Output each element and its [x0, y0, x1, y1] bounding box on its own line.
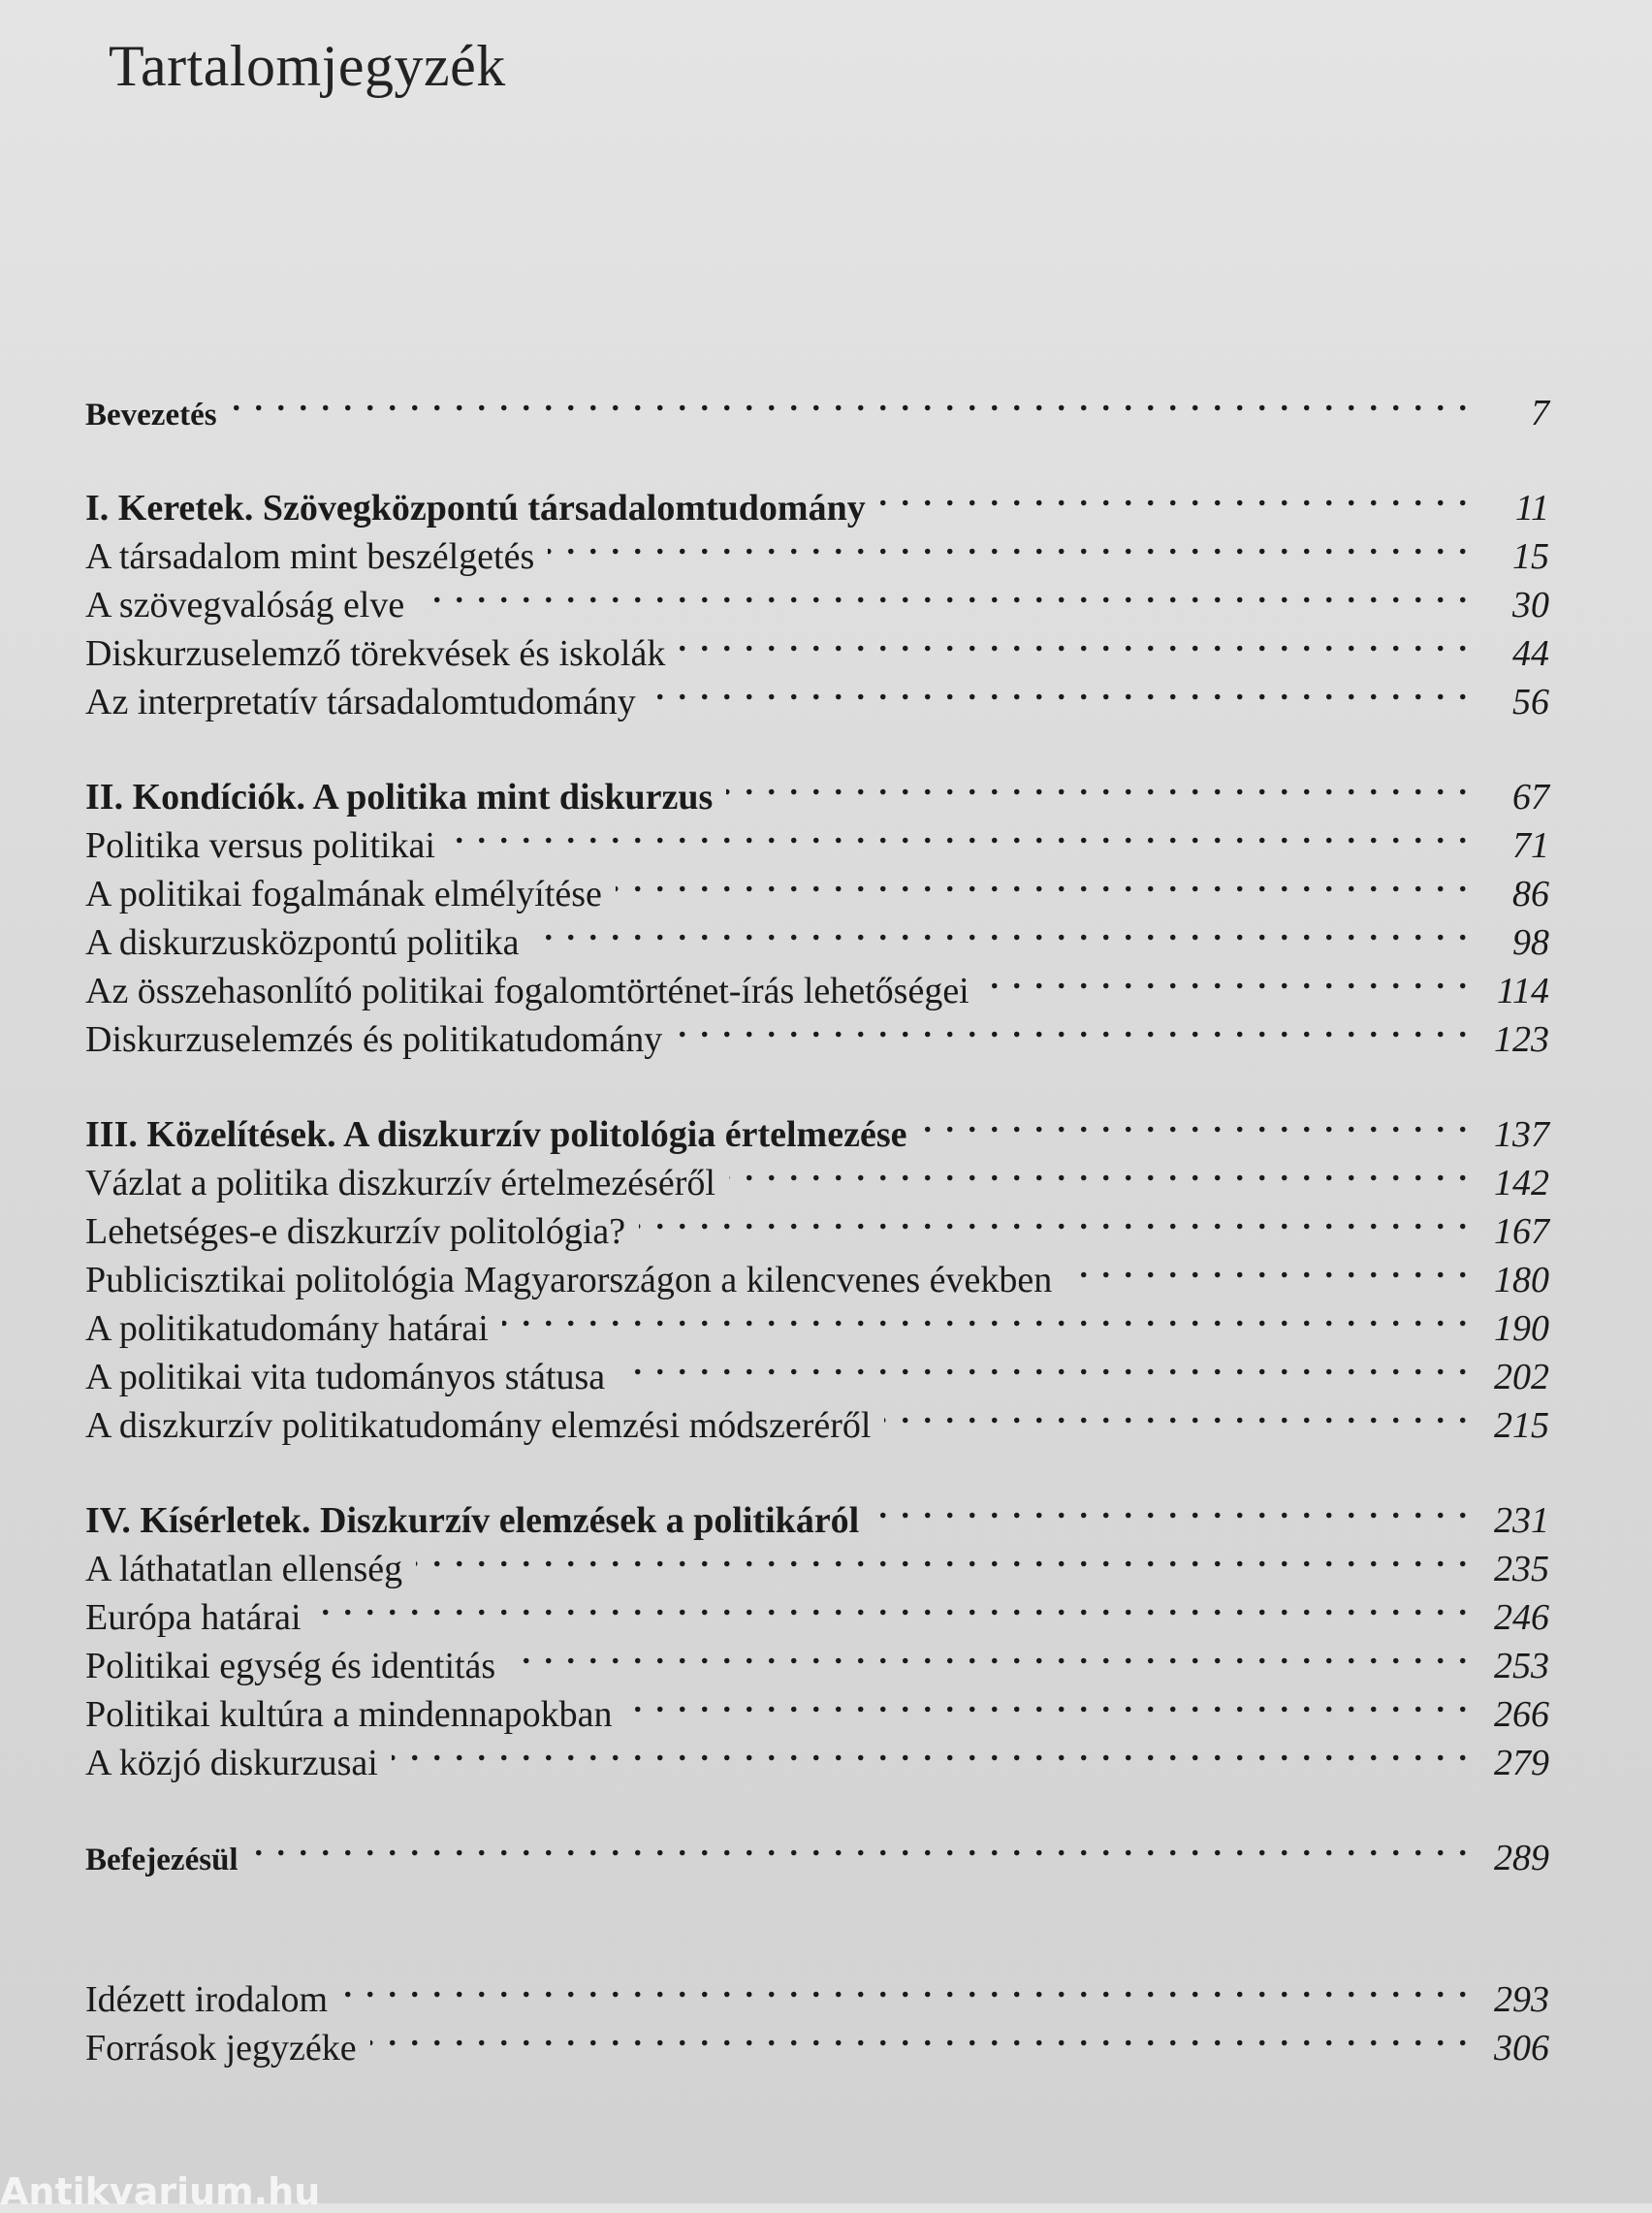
toc-page-number: 142: [1494, 1163, 1549, 1203]
watermark: Antikvarium.hu: [0, 2170, 321, 2213]
dot-leader: [983, 954, 1470, 1003]
toc-page-number: 293: [1494, 1979, 1549, 2020]
toc-page-number: 279: [1494, 1743, 1549, 1783]
dot-leader: [370, 2011, 1470, 2060]
toc-label: A társadalom mint beszélgetés: [85, 536, 535, 577]
dot-leader: [449, 809, 1470, 857]
toc-label: A láthatatlan ellenség: [85, 1549, 403, 1589]
toc-label: A szövegvalóság elve: [85, 585, 405, 625]
toc-part-heading: [85, 1098, 1549, 1155]
dot-leader: [920, 1098, 1470, 1146]
toc-page-number: 56: [1512, 682, 1549, 722]
toc-page-number: 30: [1512, 585, 1549, 625]
toc-page-number: 86: [1512, 874, 1549, 914]
toc-page-number: 289: [1494, 1838, 1549, 1878]
toc-label: Diskurzuselemző törekvések és iskolák: [85, 633, 666, 674]
dot-leader: [418, 568, 1470, 617]
toc-entry-closing: [85, 1821, 1549, 1878]
toc-page-number: 98: [1512, 922, 1549, 963]
toc-page-number: 190: [1494, 1308, 1549, 1349]
toc-label: Az interpretatív társadalomtudomány: [85, 682, 636, 722]
toc-label: Idézett irodalom: [85, 1979, 329, 2020]
toc-page-number: 235: [1494, 1549, 1549, 1589]
toc-label: A közjó diskurzusai: [85, 1743, 378, 1783]
toc-label: Publicisztikai politológia Magyarországon a kilencvenes években: [85, 1260, 1053, 1300]
toc-label: Politikai kultúra a mindennapokban: [85, 1694, 613, 1735]
toc-label: A politikai vita tudományos státusa: [85, 1357, 606, 1397]
toc-page-number: 246: [1494, 1597, 1549, 1638]
dot-leader: [726, 760, 1470, 809]
toc-page-number: 215: [1494, 1405, 1549, 1446]
toc-page-number: 253: [1494, 1646, 1549, 1686]
dot-leader: [873, 1484, 1470, 1532]
toc-part-heading: [85, 471, 1549, 529]
toc-label: A diszkurzív politikatudomány elemzési módszeréről: [85, 1405, 872, 1446]
toc-label: A politikatudomány határai: [85, 1308, 489, 1349]
toc-page-number: 11: [1514, 488, 1549, 529]
page-title: Tartalomjegyzék: [109, 34, 506, 98]
toc-page-number: 167: [1494, 1211, 1549, 1252]
toc-entry-bibliography: [85, 1963, 1549, 2020]
dot-leader: [416, 1532, 1470, 1581]
toc-label: IV. Kísérletek. Diszkurzív elemzések a politikáról: [85, 1500, 860, 1541]
dot-leader: [1065, 1243, 1470, 1292]
dot-leader: [729, 1146, 1470, 1195]
toc-label: Diskurzuselemzés és politikatudomány: [85, 1019, 663, 1060]
toc-label: II. Kondíciók. A politika mint diskurzus: [85, 777, 714, 818]
toc-page-number: 306: [1494, 2028, 1549, 2069]
toc-label: Vázlat a politika diszkurzív értelmezéséről: [85, 1163, 715, 1203]
dot-leader: [533, 906, 1470, 954]
table-of-contents: [85, 376, 1549, 2069]
toc-label: A politikai fogalmának elmélyítése: [85, 874, 602, 914]
toc-part-heading: [85, 1484, 1549, 1541]
dot-leader: [392, 1726, 1470, 1775]
toc-page-number: 7: [1531, 393, 1549, 433]
dot-leader: [650, 665, 1470, 714]
toc-page-number: 266: [1494, 1694, 1549, 1735]
toc-page-number: 67: [1512, 777, 1549, 818]
toc-label: Befejezésül: [85, 1843, 238, 1877]
toc-label: Politika versus politikai: [85, 825, 435, 866]
dot-leader: [548, 520, 1470, 568]
toc-label: III. Közelítések. A diszkurzív politológia értelmezése: [85, 1114, 907, 1155]
dot-leader: [231, 376, 1470, 425]
toc-label: A diskurzusközpontú politika: [85, 922, 520, 963]
toc-page-number: 202: [1494, 1357, 1549, 1397]
toc-page-number: 44: [1512, 633, 1549, 674]
toc-label: Bevezetés: [85, 398, 217, 433]
toc-label: Az összehasonlító politikai fogalomtörténet-írás lehetőségei: [85, 971, 969, 1011]
dot-leader: [679, 617, 1470, 665]
dot-leader: [879, 471, 1470, 520]
toc-page-number: 123: [1494, 1019, 1549, 1060]
toc-label: Európa határai: [85, 1597, 302, 1638]
toc-page-number: 71: [1512, 825, 1549, 866]
dot-leader: [639, 1195, 1470, 1243]
toc-page-number: 137: [1494, 1114, 1549, 1155]
dot-leader: [252, 1821, 1470, 1870]
dot-leader: [502, 1292, 1470, 1340]
dot-leader: [616, 857, 1470, 906]
toc-page-number: 15: [1512, 536, 1549, 577]
toc-page-number: 180: [1494, 1260, 1549, 1300]
toc-label: Források jegyzéke: [85, 2028, 357, 2069]
dot-leader: [626, 1678, 1470, 1726]
toc-label: Politikai egység és identitás: [85, 1646, 496, 1686]
dot-leader: [341, 1963, 1470, 2011]
dot-leader: [509, 1629, 1470, 1678]
dot-leader: [315, 1581, 1470, 1629]
toc-page-number: 114: [1496, 971, 1549, 1011]
toc-label: I. Keretek. Szövegközpontú társadalomtudomány: [85, 488, 866, 529]
dot-leader: [884, 1389, 1470, 1437]
toc-page-number: 231: [1494, 1500, 1549, 1541]
toc-entry-intro: [85, 376, 1549, 433]
dot-leader: [619, 1340, 1470, 1389]
dot-leader: [676, 1003, 1470, 1051]
toc-label: Lehetséges-e diszkurzív politológia?: [85, 1211, 626, 1252]
toc-part-heading: [85, 760, 1549, 818]
